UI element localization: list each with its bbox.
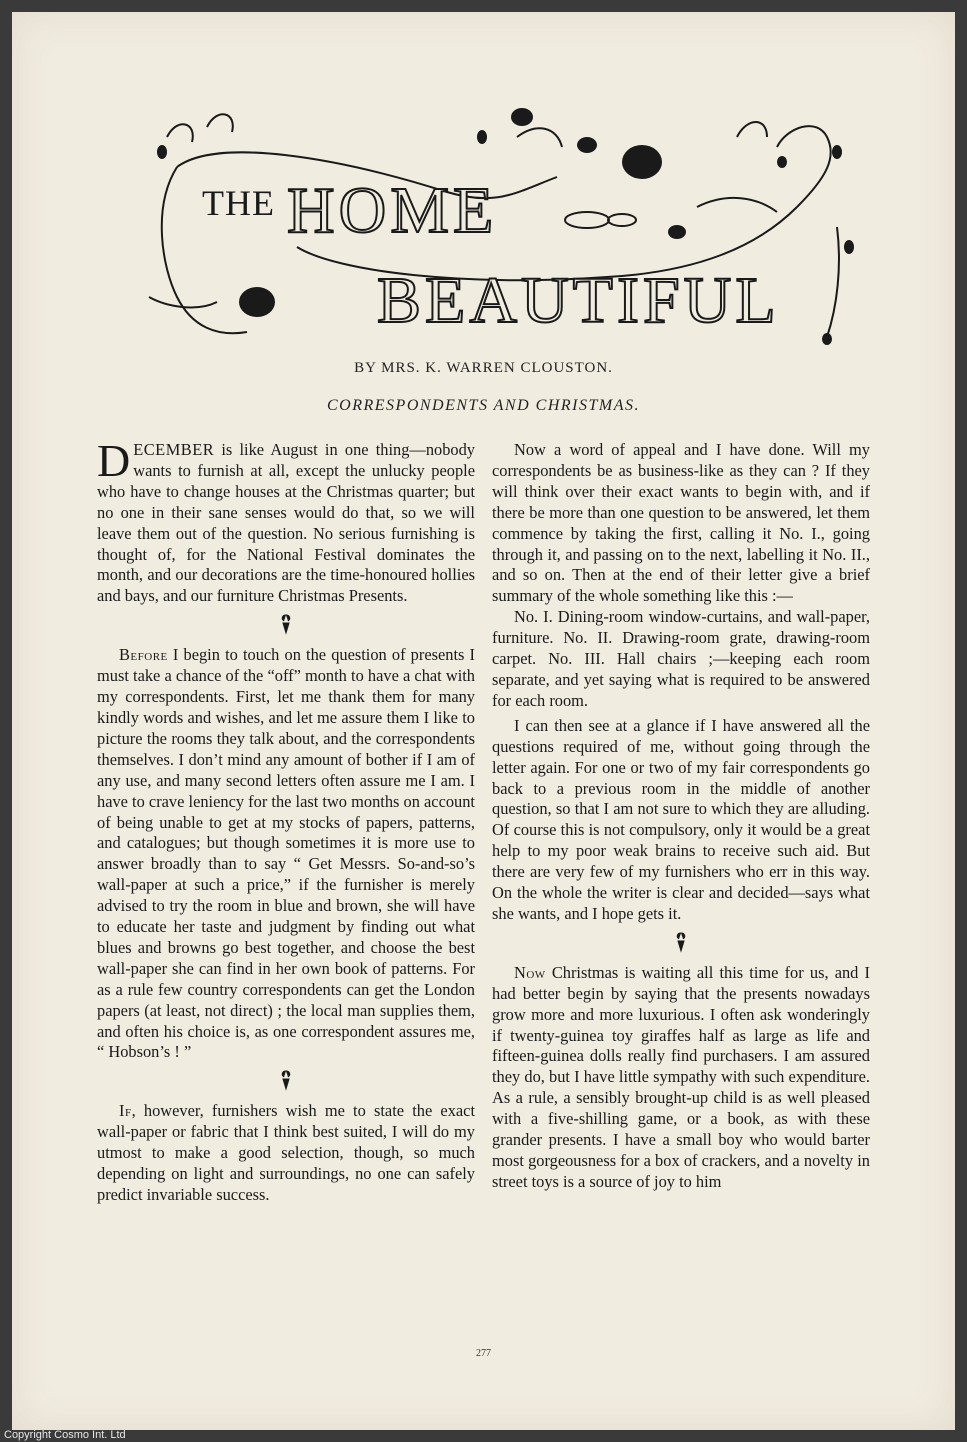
paragraph-before: Before I begin to touch on the question of presents I must take a chance of the “off” month to have a chat with my correspondents. First, let me thank them for many kindly words and wishes, and let me assure them I like to picture the rooms they talk about, and the correspondents themselves. I don’t mind any amount of bother if I am of any use, and many second letters often assure me I am. I have to crave leniency for the last two months on account of being unable to get at my stocks of papers, patterns, and catalogues; but though sometimes it is more use to answer broadly than to say “ Get Messrs. So-and-so’s wall-paper at such a price,” if the furnisher is merely advised to try the room in blue and brown, she will have to educate her taste and judgment by finding out what blues and browns go best together, and choose the best wall-paper she can find in her own book of patterns. For as a rule few country correspondents can get the London papers (at least, not direct) ; the local man supplies them, and often his choice is, as one correspondent assures me, “ Hobson’s ! ” [97, 645, 475, 1062]
title-beautiful: BEAUTIFUL [377, 264, 780, 337]
ornament-icon [674, 931, 688, 953]
paragraph-appeal: Now a word of appeal and I have done. Will my correspondents be as business-like as they can ? If they will think over their exact wants to begin with, and if there be more than one question to be answered, let them commence by taking the first, calling it No. I., going through it, and passing on to the next, labelling it No. II., and so on. Then at the end of their letter give a brief summary of the whole something like this :— [492, 440, 870, 606]
drop-cap: D [97, 435, 131, 486]
page-number: 277 [476, 1348, 491, 1359]
title-home: HOME [287, 174, 498, 247]
copyright-watermark: Copyright Cosmo Int. Ltd [4, 1429, 126, 1441]
paragraph-december: DECEMBER is like August in one thing—nobody wants to furnish at all, except the unlucky people who have to change houses at the Christmas quarter; but no one in their sane senses would do that, so we will leave them out of the question. No serious furnishing is thought of, for the National Festival dominates the month, and our decorations are the time-honoured hollies and bays, and our furniture Christmas Presents. [97, 435, 475, 606]
paragraph-christmas: Now Christmas is waiting all this time for us, and I had better begin by saying that the presents nowadays grow more and more luxurious. I often ask wonderingly if twenty-guinea toy giraffes half as large as life and fifteen-guinea dolls really find purchasers. I am assured they do, but I have little sympathy with such expenditure. As a rule, a sensibly brought-up child is as well pleased with a five-shilling game, or a book, as with these grander presents. I have a small boy who would barter most gorgeousness for a box of crackers, and a novelty in street toys is a source of joy to him [492, 962, 870, 1191]
paragraph-if: If, however, furnishers wish me to state the exact wall-paper or fabric that I think best suited, I will do my utmost to make a good selection, though, so much depending on light and surroundings, no one can safely predict invariable success. [97, 1101, 475, 1204]
paragraph-summary-example: No. I. Dining-room window-curtains, and wall-paper, furniture. No. II. Drawing-room grate, drawing-room carpet. No. III. Hall chairs ;—keeping each room separate, and yet saying what is required to be answered for each room. [492, 607, 870, 710]
article-subtitle: CORRESPONDENTS AND CHRISTMAS. [327, 397, 640, 414]
paragraph-glance: I can then see at a glance if I have answered all the questions required of me, without going through the letter again. For one or two of my fair correspondents go back to a previous room in the middle of another question, so that I am not sure to which they are alluding. Of course this is not compulsory, only it would be a great help to my poor weak brains to receive such aid. But there are very few of my furnishers who err in this way. On the whole the writer is clear and decided—says what she wants, and I hope gets it. [492, 715, 870, 923]
ornament-icon [279, 613, 293, 635]
byline: BY MRS. K. WARREN CLOUSTON. [354, 360, 613, 376]
right-column [492, 440, 870, 1193]
page [12, 12, 955, 1430]
ornament-icon [279, 1069, 293, 1091]
title-illustration [137, 97, 862, 367]
title-the: THE [202, 183, 275, 223]
left-column [97, 435, 475, 1206]
